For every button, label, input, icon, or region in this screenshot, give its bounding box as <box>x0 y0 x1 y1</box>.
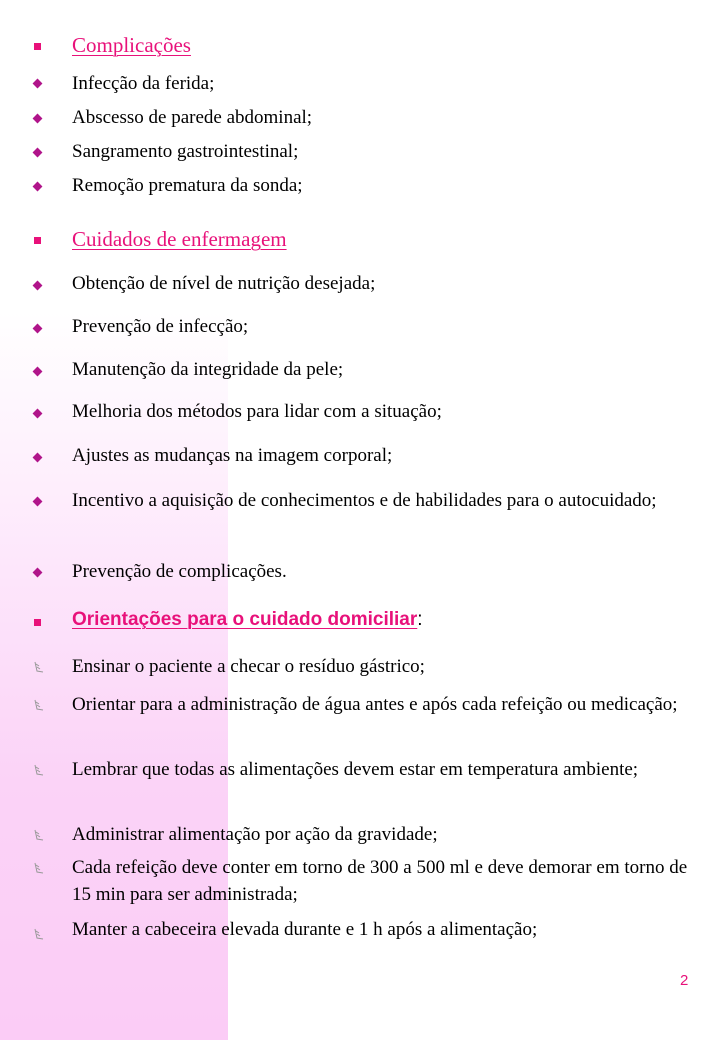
leaf-bullet-icon <box>34 661 44 673</box>
diamond-bullet-icon <box>34 115 41 122</box>
list-item: Prevenção de infecção; <box>72 316 249 337</box>
list-item: Cada refeição deve conter em torno de 300 a 500 ml e deve demorar em torno de 15 min para ser administrada; <box>72 857 688 905</box>
list-item: Orientar para a administração de água antes e após cada refeição ou medicação; <box>72 694 678 715</box>
diamond-bullet-icon <box>34 410 41 417</box>
list-item: Sangramento gastrointestinal; <box>72 141 299 162</box>
section-heading-complicacoes: Complicações <box>72 33 191 57</box>
list-item: Lembrar que todas as alimentações devem estar em temperatura ambiente; <box>72 759 639 780</box>
list-item: Ajustes as mudanças na imagem corporal; <box>72 445 393 466</box>
section-heading-text: Orientações para o cuidado domiciliar <box>72 609 418 630</box>
leaf-bullet-icon <box>34 699 44 711</box>
square-bullet-icon <box>34 619 41 626</box>
section-heading-colon: : <box>417 609 423 630</box>
leaf-bullet-icon <box>34 764 44 776</box>
list-item: Prevenção de complicações. <box>72 561 287 582</box>
section-heading-cuidados: Cuidados de enfermagem <box>72 227 287 251</box>
diamond-bullet-icon <box>34 149 41 156</box>
leaf-bullet-icon <box>34 862 44 874</box>
diamond-bullet-icon <box>34 183 41 190</box>
list-item: Obtenção de nível de nutrição desejada; <box>72 273 376 294</box>
square-bullet-icon <box>34 237 41 244</box>
list-item: Incentivo a aquisição de conhecimentos e de habilidades para o autocuidado; <box>72 490 657 511</box>
list-item: Manter a cabeceira elevada durante e 1 h após a alimentação; <box>72 919 538 940</box>
diamond-bullet-icon <box>34 282 41 289</box>
section-heading-orientacoes <box>72 609 423 631</box>
diamond-bullet-icon <box>34 325 41 332</box>
diamond-bullet-icon <box>34 569 41 576</box>
square-bullet-icon <box>34 43 41 50</box>
diamond-bullet-icon <box>34 454 41 461</box>
leaf-bullet-icon <box>34 829 44 841</box>
list-item: Infecção da ferida; <box>72 73 215 94</box>
list-item: Melhoria dos métodos para lidar com a situação; <box>72 401 442 422</box>
leaf-bullet-icon <box>34 928 44 940</box>
diamond-bullet-icon <box>34 368 41 375</box>
list-item: Remoção prematura da sonda; <box>72 175 303 196</box>
diamond-bullet-icon <box>34 498 41 505</box>
list-item: Ensinar o paciente a checar o resíduo gástrico; <box>72 656 425 677</box>
page-number: 2 <box>680 972 689 989</box>
list-item: Administrar alimentação por ação da gravidade; <box>72 824 438 845</box>
list-item: Abscesso de parede abdominal; <box>72 107 313 128</box>
list-item: Manutenção da integridade da pele; <box>72 359 344 380</box>
diamond-bullet-icon <box>34 80 41 87</box>
